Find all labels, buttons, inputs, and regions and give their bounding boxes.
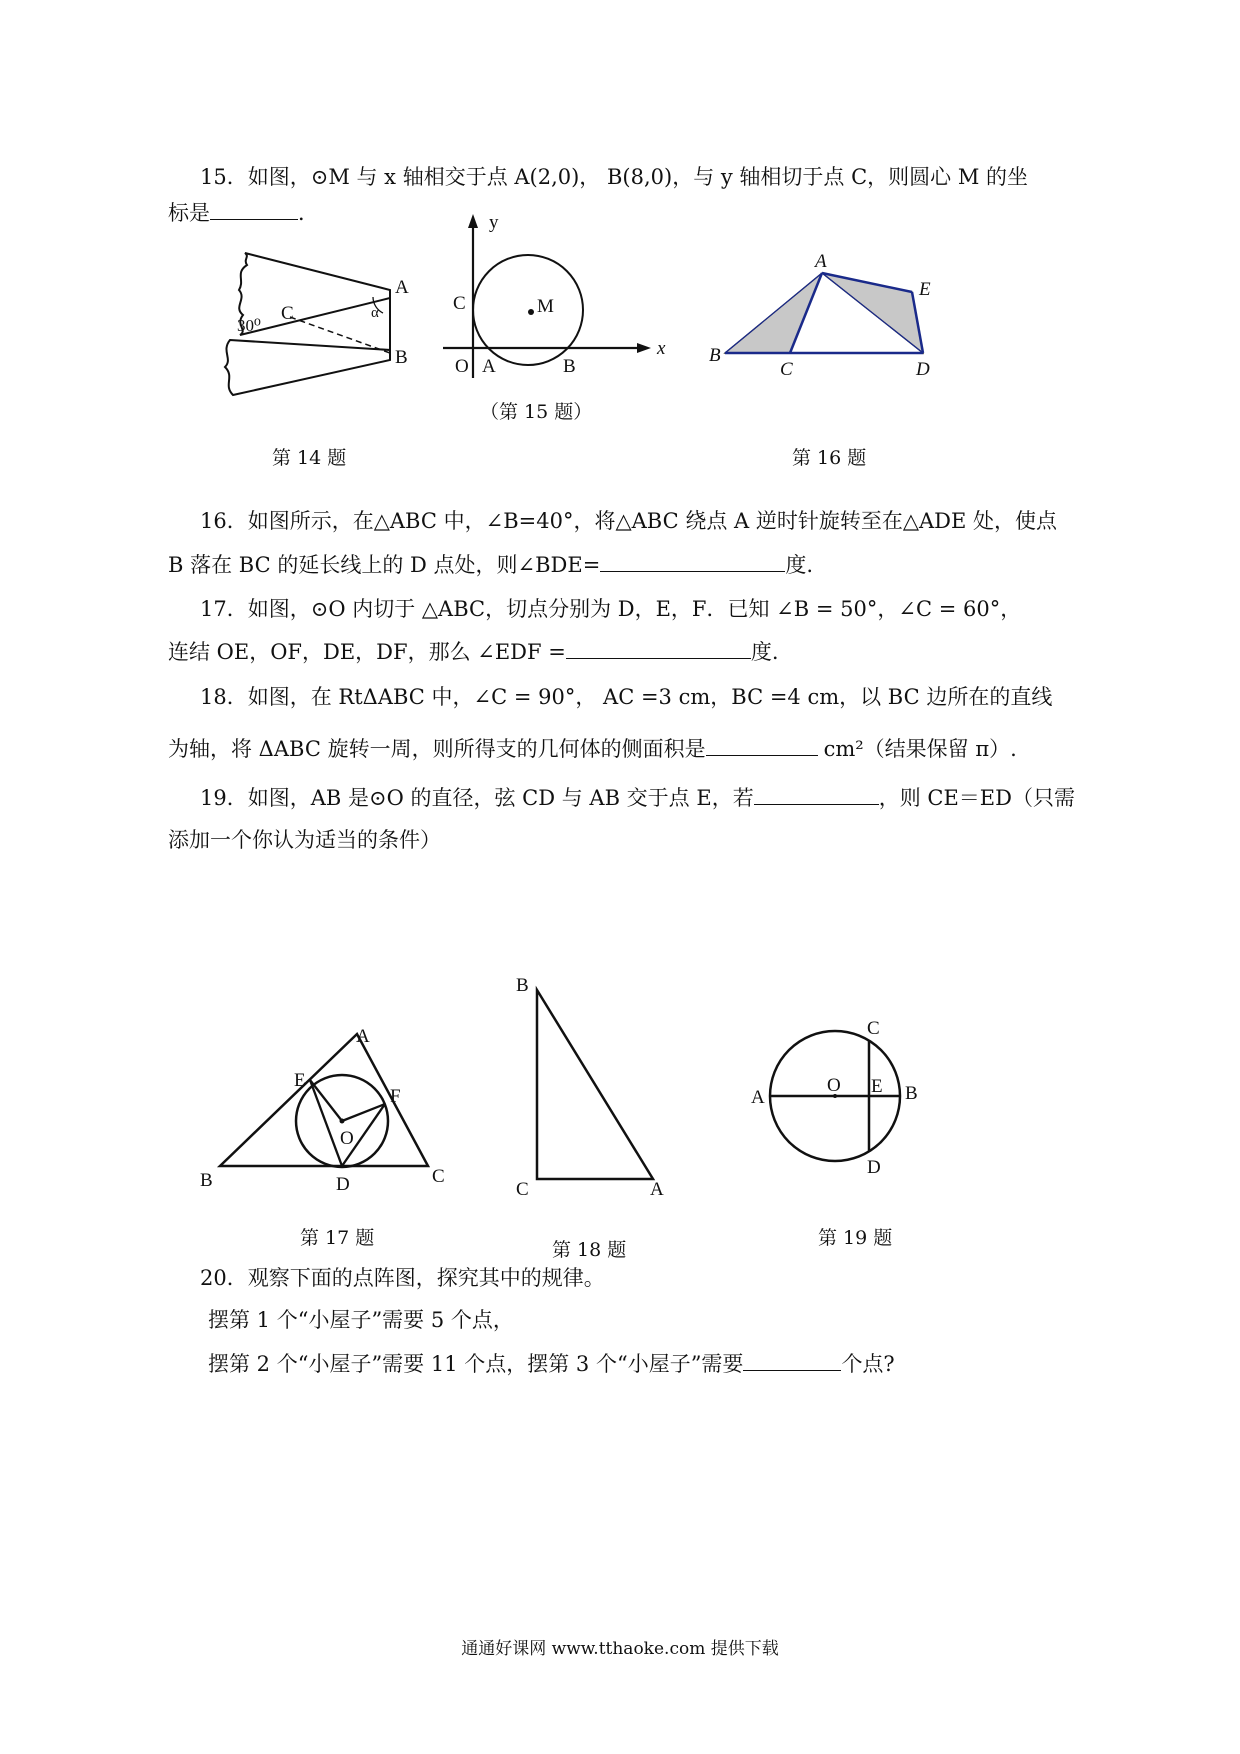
fig15-center-m: [528, 309, 534, 315]
q20-answer-blank[interactable]: [743, 1350, 841, 1371]
q20-line3: [208, 1350, 895, 1378]
fig17-line-oe: [310, 1080, 342, 1121]
fig17-label-a: A: [356, 1026, 370, 1047]
fig15-label-o: O: [455, 356, 469, 377]
fig16-caption: 第 16 题: [792, 447, 867, 469]
q16-line1: 16．如图所示，在△ABC 中，∠B=40°，将△ABC 绕点 A 逆时针旋转至在△ADE 处，使点: [200, 509, 1057, 533]
fig18-triangle: [537, 990, 653, 1179]
fig17-center-o: [340, 1119, 345, 1124]
fig18-caption: 第 18 题: [552, 1239, 627, 1261]
fig15-label-y: y: [489, 212, 499, 233]
fig14-label-b: B: [395, 347, 408, 368]
q20-text: 摆第 2 个“小屋子”需要 11 个点，摆第 3 个“小屋子”需要: [208, 1352, 744, 1376]
fig19-caption: 第 19 题: [818, 1227, 893, 1249]
fig14-diagram: [205, 235, 465, 425]
q20-line1: 20．观察下面的点阵图，探究其中的规律。: [200, 1266, 605, 1290]
fig17-label-c: C: [432, 1166, 445, 1187]
fig19-diagram: [745, 1018, 945, 1188]
q17-text: 连结 OE，OF，DE，DF，那么 ∠EDF =: [168, 640, 566, 664]
q15-end: ．: [298, 201, 319, 225]
fig15-caption: （第 15 题）: [480, 401, 593, 423]
fig15-label-b: B: [563, 356, 576, 377]
fig14-strip-lower: [225, 340, 390, 395]
fig14-label-alpha: α: [371, 305, 379, 321]
q16-unit: 度.: [785, 553, 814, 577]
fig16-label-e: E: [919, 279, 931, 300]
fig16-diagram: [705, 245, 945, 385]
q19-text: 19．如图，AB 是⊙O 的直径，弦 CD 与 AB 交于点 E，若: [200, 786, 754, 810]
q17-unit: 度.: [750, 640, 779, 664]
fig19-label-b: B: [905, 1083, 918, 1104]
fig15-label-x: x: [657, 338, 666, 359]
q19-text-end: ，则 CE＝ED（只需: [878, 786, 1075, 810]
q15-answer-blank[interactable]: [210, 199, 298, 220]
fig16-label-d: D: [916, 359, 930, 380]
q18-line2: [168, 735, 1017, 763]
q18-line1: 18．如图，在 RtΔABC 中，∠C = 90°， AC =3 cm，BC =4 cm，以 BC 边所在的直线: [200, 685, 1053, 709]
q15-line1: 15．如图，⊙M 与 x 轴相交于点 A(2,0)， B(8,0)，与 y 轴相切于点 C，则圆心 M 的坐: [200, 165, 1029, 189]
fig17-label-f: F: [390, 1086, 401, 1107]
fig15-label-c: C: [453, 293, 466, 314]
fig18-label-b: B: [516, 975, 529, 996]
fig15-label-a: A: [482, 356, 496, 377]
fig14-label-c: C: [281, 303, 294, 324]
q16-line2: [168, 551, 813, 579]
q19-answer-blank[interactable]: [754, 784, 879, 805]
fig18-label-a: A: [650, 1179, 664, 1200]
fig15-x-arrow: [637, 343, 651, 353]
q16-text: B 落在 BC 的延长线上的 D 点处，则∠BDE=: [168, 553, 601, 577]
fig17-line-de: [310, 1080, 342, 1166]
fig17-label-o: O: [340, 1128, 354, 1149]
fig15-diagram: [435, 210, 695, 390]
fig14-strip-upper: [239, 253, 390, 335]
fig17-caption: 第 17 题: [300, 1227, 375, 1249]
fig16-label-c: C: [780, 359, 793, 380]
q18-unit: cm²（结果保留 π）.: [823, 737, 1017, 761]
fig17-label-e: E: [294, 1070, 306, 1091]
fig19-label-c: C: [867, 1018, 880, 1039]
fig14-caption: 第 14 题: [272, 447, 347, 469]
fig17-diagram: [190, 1022, 470, 1202]
q20-line2: 摆第 1 个“小屋子”需要 5 个点，: [208, 1308, 514, 1332]
fig16-label-a: A: [815, 251, 827, 272]
fig15-y-arrow: [468, 214, 478, 228]
fig17-label-d: D: [336, 1174, 350, 1195]
q18-answer-blank[interactable]: [706, 735, 818, 756]
fig18-diagram: [508, 972, 708, 1202]
q16-answer-blank[interactable]: [600, 551, 785, 572]
q19-line2: 添加一个你认为适当的条件）: [168, 828, 441, 852]
fig19-label-a: A: [751, 1087, 765, 1108]
q15-line2: [168, 199, 319, 227]
fig16-label-b: B: [709, 345, 721, 366]
fig19-label-o: O: [827, 1075, 841, 1096]
q20-end: 个点?: [841, 1352, 895, 1376]
fig14-label-angle: 30⁰: [237, 316, 261, 335]
q18-text: 为轴，将 ΔABC 旋转一周，则所得支的几何体的侧面积是: [168, 737, 706, 761]
fig17-label-b: B: [200, 1170, 213, 1191]
q19-line1: [200, 784, 1075, 812]
q17-line2: [168, 638, 779, 666]
q15-text: 标是: [168, 201, 210, 225]
q17-answer-blank[interactable]: [566, 638, 751, 659]
fig19-label-d: D: [867, 1157, 881, 1178]
fig18-label-c: C: [516, 1179, 529, 1200]
q17-line1: 17．如图，⊙O 内切于 △ABC，切点分别为 D，E，F．已知 ∠B = 50°，∠C = 60°，: [200, 597, 1022, 621]
page-footer: 通通好课网 www.tthaoke.com 提供下载: [461, 1639, 779, 1659]
fig19-label-e: E: [871, 1076, 883, 1097]
fig14-label-a: A: [395, 277, 409, 298]
fig15-label-m: M: [537, 296, 554, 317]
